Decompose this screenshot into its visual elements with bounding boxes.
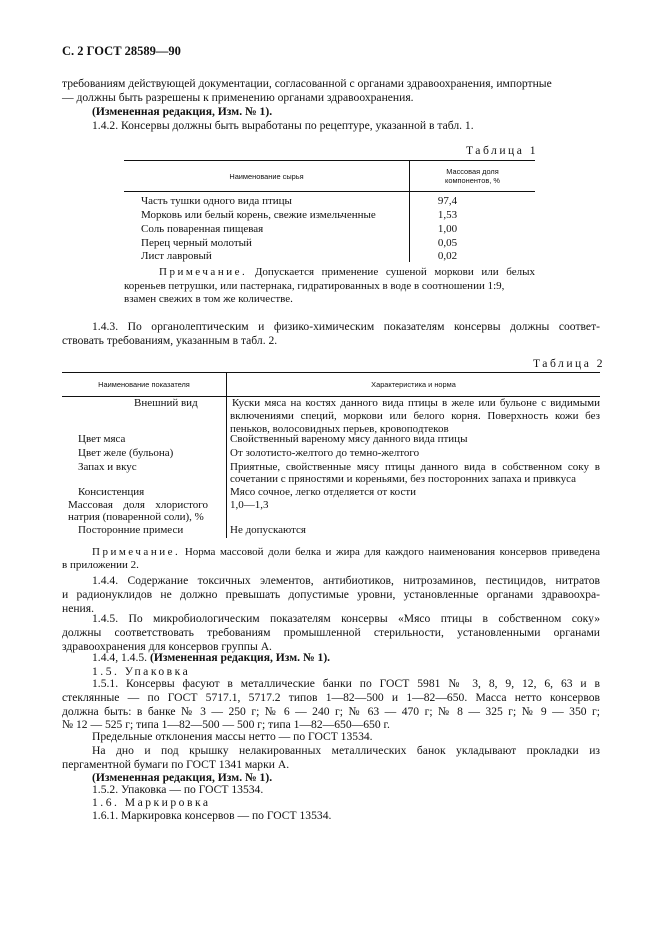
table2-row-appearance-l1: Куски мяса на костях данного вида птицы в желе или бульоне с видимыми — [232, 397, 600, 409]
table2-row-consistency-name: Консистенция — [78, 486, 145, 498]
paragraph-1-5-1-line-4: № 12 — 525 г; типа 1—82—500 — 500 г; типа 1—82—650—650 г. — [62, 718, 390, 731]
table2-row-salt-value: 1,0—1,3 — [230, 499, 269, 511]
page-header: С. 2 ГОСТ 28589—90 — [62, 44, 181, 58]
amendment-note-3: (Измененная редакция, Изм. № 1). — [92, 771, 273, 784]
table2-row-meat-color-name: Цвет мяса — [78, 433, 126, 445]
table1-row-4-name: Перец черный молотый — [141, 237, 252, 249]
table2-col1-header: Наименование показателя — [98, 380, 190, 389]
paragraph-1-4-5-line-1: 1.4.5. По микробиологическим показателям консервы «Мясо птицы в собственном соку» — [92, 612, 600, 625]
section-1-6-heading — [92, 796, 630, 810]
paragraph-1-6-1: 1.6.1. Маркировка консервов — по ГОСТ 13534. — [92, 809, 332, 822]
table2-row-jelly-color-name: Цвет желе (бульона) — [78, 447, 174, 459]
paragraph-gasket-line-1: На дно и под крышку нелакированных металлических банок укладывают прокладки из — [92, 744, 600, 757]
paragraph-1-4-4-line-3: нения. — [62, 602, 94, 615]
table2-row-appearance-line1 — [232, 397, 600, 410]
table2-row-smell-taste-line1: Приятные, свойственные мясу птицы данного вида в собственном соку в — [230, 461, 600, 473]
table2-row-impurities-name: Посторонние примеси — [78, 524, 184, 536]
paragraph-1-5-1-line-2: стеклянные — по ГОСТ 5717.1, 5717.2 типов 1—82—500 и 1—82—650. Масса нетто консервов — [62, 691, 600, 704]
table1-col2-header-line1: Массовая доля — [446, 167, 499, 176]
table2-row-salt-name-line2: натрия (поваренной соли), % — [68, 511, 204, 523]
table2-row-appearance-line3: пеньков, волосовидных перьев, кровоподтеков — [230, 423, 449, 435]
table2-row-jelly-color-value: От золотисто-желтого до темно-желтого — [230, 447, 420, 459]
table1-caption: Таблица 1 — [466, 144, 539, 157]
table1-row-5-name: Лист лавровый — [141, 250, 212, 262]
table2-top-rule — [62, 372, 600, 373]
paragraph-deviation: Предельные отклонения массы нетто — по ГОСТ 13534. — [92, 730, 373, 743]
table1-col2-header-line2: компонентов, % — [445, 176, 500, 185]
paragraph-1-5-1-line-3: должна быть: в банке № 3 — 250 г; № 6 — 240 г; № 63 — 470 г; № 8 — 325 г; № 9 — 350 г; — [62, 705, 600, 718]
paragraph-1-4-4-line-1: 1.4.4. Содержание токсичных элементов, антибиотиков, нитрозаминов, пестицидов, нитратов — [92, 574, 600, 587]
table2-caption: Таблица 2 — [533, 357, 606, 370]
table1-row-2-value: 1,53 — [437, 209, 458, 221]
table2-row-appearance-name: Внешний вид — [134, 397, 198, 409]
table1-row-2-name: Морковь или белый корень, свежие измельченные — [141, 209, 376, 221]
paragraph-1-4-3-line-1: 1.4.3. По органолептическим и физико-химическим показателям консервы должны соответ- — [92, 320, 600, 333]
table2-row-impurities-value: Не допускаются — [230, 524, 306, 536]
table1-row-1-value: 97,4 — [437, 195, 458, 207]
table1-header-rule — [124, 191, 535, 192]
table2-body-divider — [226, 396, 227, 538]
paragraph-1-4-5-line-2: должны соответствовать требованиям промышленной стерильности, установленными органами — [62, 626, 600, 639]
intro-line-2: — должны быть разрешены к применению органами здравоохранения. — [62, 91, 414, 104]
table2-note-line-1 — [62, 545, 600, 559]
table1-note-label: Примечание. — [159, 266, 248, 278]
table1-col1-header: Наименование сырья — [229, 172, 304, 181]
table2-row-consistency-value: Мясо сочное, легко отделяется от кости — [230, 486, 417, 498]
paragraph-1-4-2: 1.4.2. Консервы должны быть выработаны по рецептуре, указанной в табл. 1. — [92, 119, 474, 132]
table2-col2-header: Характеристика и норма — [371, 380, 456, 389]
intro-line-1: требованиям действующей документации, согласованной с органами здравоохранения, импортные — [62, 77, 552, 90]
table1-row-5-value: 0,02 — [437, 250, 458, 262]
table1-row-3-value: 1,00 — [437, 223, 458, 235]
table2-note-text-1: Норма массовой доли белка и жира для каждого наименования консервов приведена — [184, 546, 600, 558]
paragraph-1-5-2: 1.5.2. Упаковка — по ГОСТ 13534. — [92, 783, 264, 796]
table2-row-appearance-line2: включениями специй, моркови или белого корня. Поверхность кожи без — [230, 410, 600, 422]
table1-row-1-name: Часть тушки одного вида птицы — [141, 195, 292, 207]
amendment-note-2-line — [92, 651, 630, 665]
amendment-2-ref: 1.4.4, 1.4.5. — [92, 651, 148, 664]
table2-note-line-2: в приложении 2. — [62, 559, 139, 571]
table2-row-smell-taste-name: Запах и вкус — [78, 461, 137, 473]
paragraph-1-4-4-line-2: и радионуклидов не должно превышать допустимые уровни, установленные органами здравоохра- — [62, 588, 600, 601]
section-1-6-title: 1.6. Маркировка — [92, 796, 211, 809]
table1-note-line-3: взамен свежих в том же количестве. — [124, 293, 293, 305]
table2-note-label: Примечание. — [92, 546, 181, 558]
amendment-2-text: (Измененная редакция, Изм. № 1). — [149, 651, 331, 664]
section-1-5-title: 1.5. Упаковка — [92, 665, 191, 678]
paragraph-1-5-1-line-1: 1.5.1. Консервы фасуют в металлические банки по ГОСТ 5981 № 3, 8, 9, 12, 6, 63 и в — [92, 677, 600, 690]
table1-note-line-2: кореньев петрушки, или пастернака, гидратированных в воде в соотношении 1:9, — [124, 280, 505, 292]
table1-top-rule — [124, 160, 535, 161]
table1-note-text-1: Допускается применение сушеной моркови или белых — [254, 266, 536, 278]
paragraph-gasket-line-2: пергаментной бумаги по ГОСТ 1341 марки А. — [62, 758, 290, 771]
table1-row-3-name: Соль поваренная пищевая — [141, 223, 264, 235]
table2-row-meat-color-value: Свойственный вареному мясу данного вида птицы — [230, 433, 468, 445]
paragraph-1-4-5-line-3: здравоохранения для консервов группы А. — [62, 640, 272, 653]
table2-row-smell-taste-line2: сочетании с пряностями и кореньями, без посторонних запаха и привкуса — [230, 473, 577, 485]
table1-row-4-value: 0,05 — [437, 237, 458, 249]
amendment-note-1: (Измененная редакция, Изм. № 1). — [92, 105, 273, 118]
table2-row-salt-name-line1: Массовая доля хлористого — [68, 499, 208, 511]
paragraph-1-4-3-line-2: ствовать требованиям, указанным в табл. 2. — [62, 334, 278, 347]
table1-note-line-1 — [159, 265, 535, 279]
